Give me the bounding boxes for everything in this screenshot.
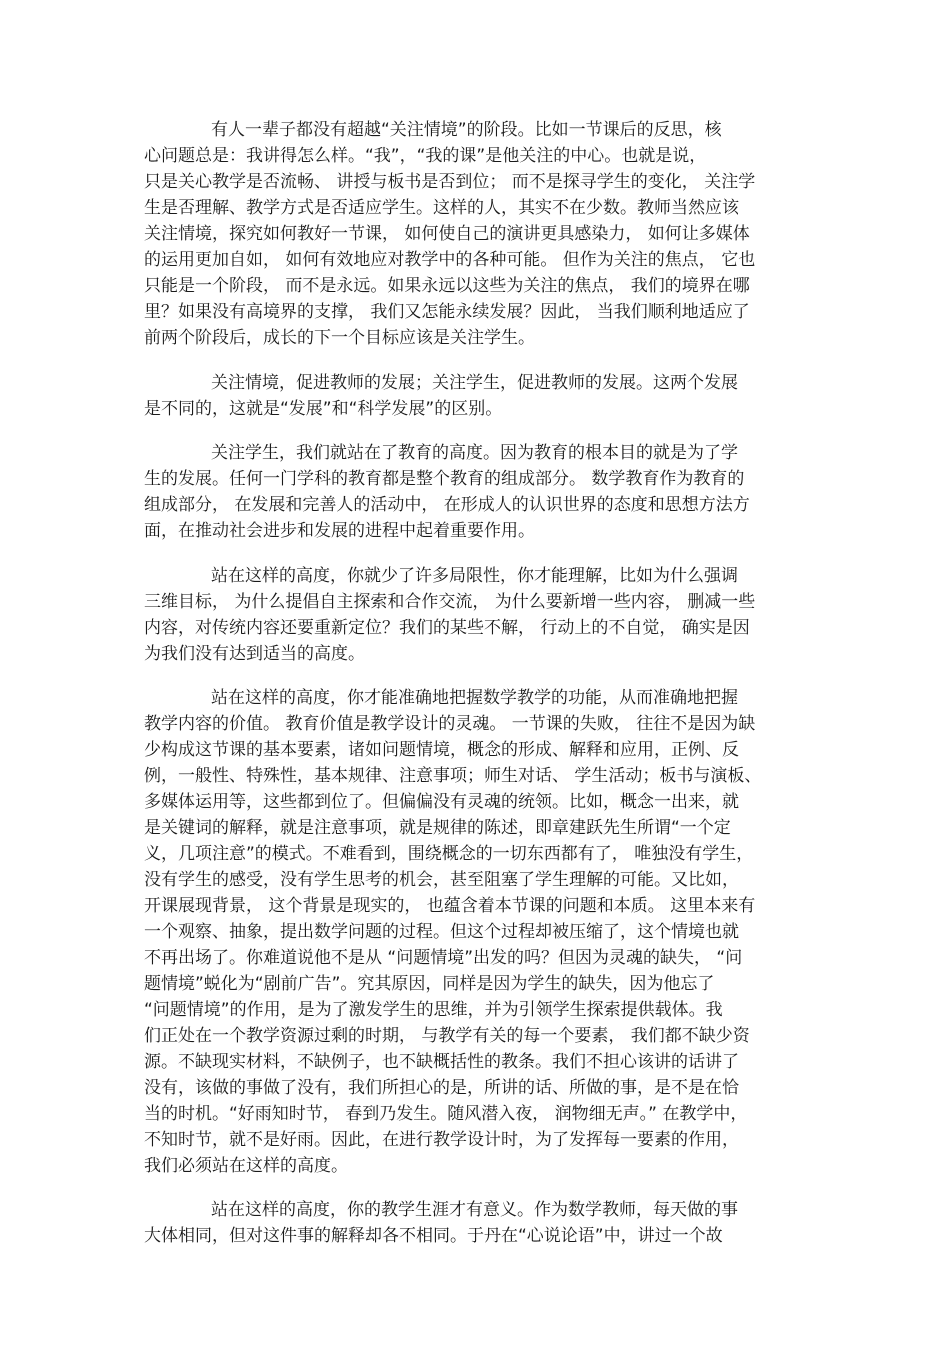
text-line: 是关键词的解释，就是注意事项，就是规律的陈述，即章建跃先生所谓“一个定 — [144, 818, 731, 838]
text-line: 没有，该做的事做了没有，我们所担心的是，所讲的话、所做的事，是不是在恰 — [144, 1078, 739, 1098]
text-line: 一个观察、抽象，提出数学问题的过程。但这个过程却被压缩了，这个情境也就 — [144, 922, 739, 942]
text-line: 没有学生的感受，没有学生思考的机会，甚至阻塞了学生理解的可能。又比如， — [144, 870, 739, 890]
text-line: 开课展现背景， 这个背景是现实的， 也蕴含着本节课的问题和本质。 这里本来有 — [144, 896, 756, 916]
text-line: 站在这样的高度，你的教学生涯才有意义。作为数学教师，每天做的事 — [211, 1200, 738, 1220]
text-line: 面，在推动社会进步和发展的进程中起着重要作用。 — [144, 521, 535, 541]
text-line: 只是关心教学是否流畅、 讲授与板书是否到位； 而不是探寻学生的变化， 关注学 — [144, 172, 756, 192]
text-line: “问题情境”的作用，是为了激发学生的思维，并为引领学生探索提供载体。我 — [144, 1000, 723, 1020]
text-line: 有人一辈子都没有超越“关注情境”的阶段。比如一节课后的反思，核 — [211, 120, 722, 140]
text-line: 为我们没有达到适当的高度。 — [144, 644, 365, 664]
text-line: 内容，对传统内容还要重新定位？我们的某些不解， 行动上的不自觉， 确实是因 — [144, 618, 750, 638]
text-line: 生的发展。任何一门学科的教育都是整个教育的组成部分。 数学教育作为教育的 — [144, 469, 745, 489]
text-line: 是不同的，这就是“发展”和“科学发展”的区别。 — [144, 399, 503, 419]
text-line: 当的时机。“好雨知时节， 春到乃发生。随风潜入夜， 润物细无声。” 在教学中， — [144, 1104, 748, 1124]
text-line: 例，一般性、特殊性，基本规律、注意事项；师生对话、 学生活动；板书与演板、 — [144, 766, 762, 786]
text-line: 三维目标， 为什么提倡自主探索和合作交流， 为什么要新增一些内容， 删减一些 — [144, 592, 756, 612]
text-line: 站在这样的高度，你才能准确地把握数学教学的功能，从而准确地把握 — [211, 688, 738, 708]
text-line: 关注学生，我们就站在了教育的高度。因为教育的根本目的就是为了学 — [211, 443, 738, 463]
text-line: 只能是一个阶段， 而不是永远。如果永远以这些为关注的焦点， 我们的境界在哪 — [144, 276, 750, 296]
text-line: 关注情境，探究如何教好一节课， 如何使自己的演讲更具感染力， 如何让多媒体 — [144, 224, 750, 244]
text-line: 题情境”蜕化为“剧前广告”。究其原因，同样是因为学生的缺失，因为他忘了 — [144, 974, 715, 994]
text-line: 心问题总是：我讲得怎么样。“我”，“我的课”是他关注的中心。也就是说， — [144, 146, 707, 166]
text-line: 源。不缺现实材料，不缺例子，也不缺概括性的教条。我们不担心该讲的话讲了 — [144, 1052, 739, 1072]
text-line: 多媒体运用等，这些都到位了。但偏偏没有灵魂的统领。比如，概念一出来，就 — [144, 792, 739, 812]
text-line: 里？如果没有高境界的支撑， 我们又怎能永续发展？因此， 当我们顺利地适应了 — [144, 302, 750, 322]
text-line: 站在这样的高度，你就少了许多局限性，你才能理解，比如为什么强调 — [211, 566, 738, 586]
text-line: 义，几项注意”的模式。不难看到，围绕概念的一切东西都有了， 唯独没有学生， — [144, 844, 754, 864]
text-line: 前两个阶段后，成长的下一个目标应该是关注学生。 — [144, 328, 535, 348]
text-line: 的运用更加自如， 如何有效地应对教学中的各种可能。 但作为关注的焦点， 它也 — [144, 250, 756, 270]
text-line: 生是否理解、教学方式是否适应学生。这样的人，其实不在少数。教师当然应该 — [144, 198, 739, 218]
text-line: 不知时节，就不是好雨。因此，在进行教学设计时，为了发挥每一要素的作用， — [144, 1130, 739, 1150]
text-line: 不再出场了。你难道说他不是从 “问题情境”出发的吗？但因为灵魂的缺失， “问 — [144, 948, 743, 968]
text-line: 我们必须站在这样的高度。 — [144, 1156, 348, 1176]
text-line: 关注情境，促进教师的发展；关注学生，促进教师的发展。这两个发展 — [211, 373, 738, 393]
text-line: 教学内容的价值。 教育价值是教学设计的灵魂。 一节课的失败， 往往不是因为缺 — [144, 714, 756, 734]
text-line: 们正处在一个教学资源过剩的时期， 与教学有关的每一个要素， 我们都不缺少资 — [144, 1026, 750, 1046]
text-line: 组成部分， 在发展和完善人的活动中， 在形成人的认识世界的态度和思想方法方 — [144, 495, 750, 515]
text-line: 大体相同，但对这件事的解释却各不相同。于丹在“心说论语”中，讲过一个故 — [144, 1226, 723, 1246]
text-line: 少构成这节课的基本要素，诸如问题情境，概念的形成、解释和应用，正例、反 — [144, 740, 739, 760]
